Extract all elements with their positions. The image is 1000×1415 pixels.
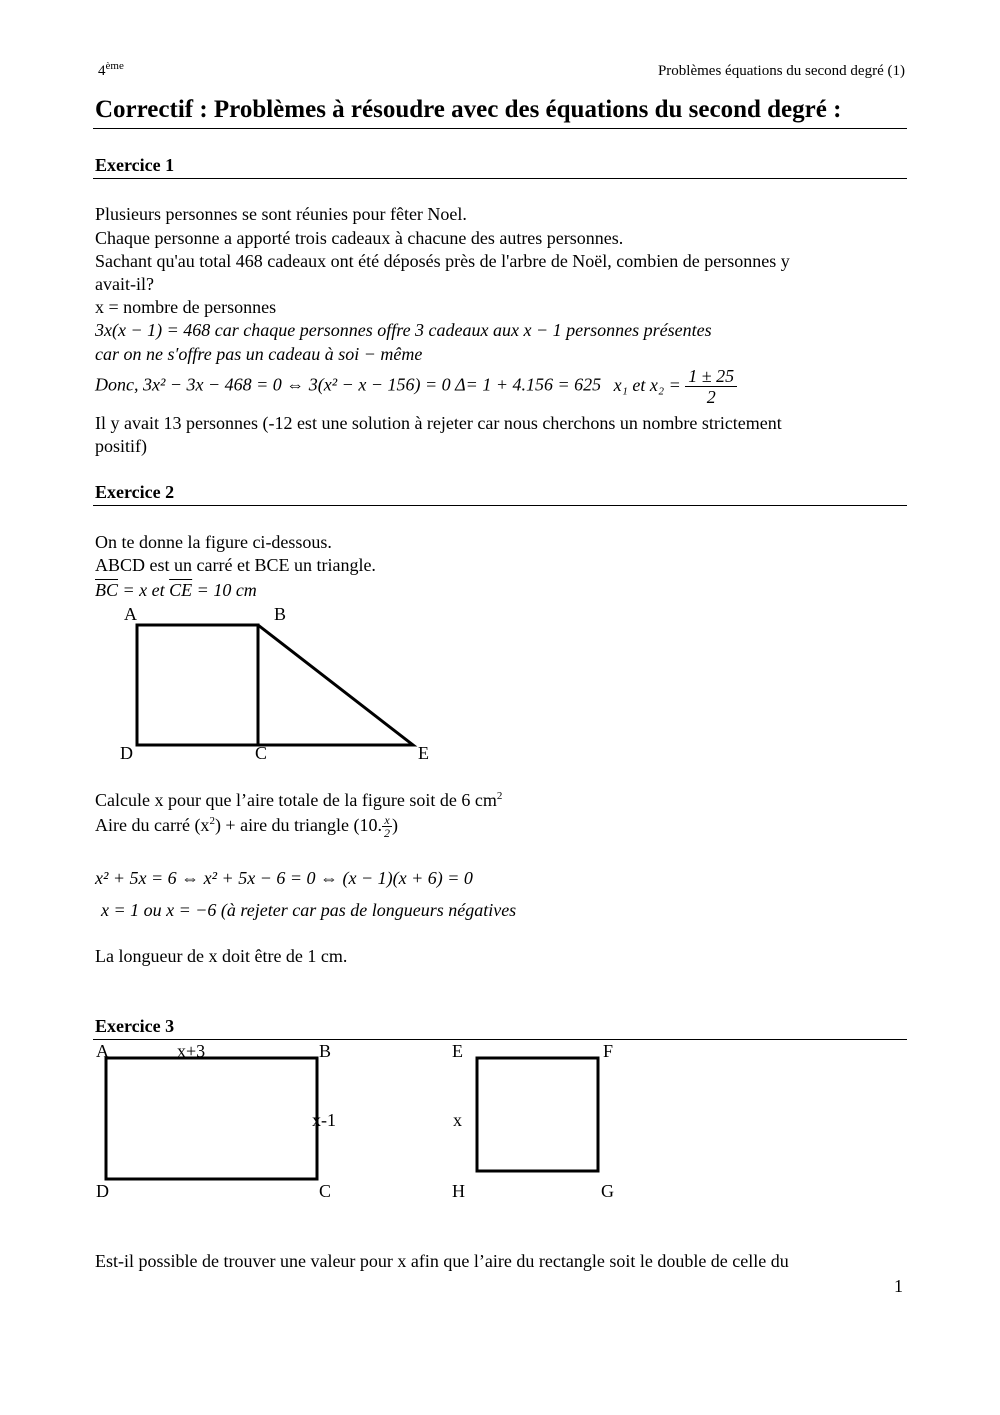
ex1-answer-2: positif)	[95, 436, 147, 456]
sq-side-label: x	[453, 1110, 462, 1130]
ex1-line-3: Sachant qu'au total 468 cadeaux ont été déposés près de l'arbre de Noël, combien de personnes y	[95, 251, 790, 271]
exercise-2-heading: Exercice 2	[95, 482, 175, 502]
ex2-given-mid: = x et	[118, 580, 170, 600]
rect-top-side-label: x+3	[177, 1041, 206, 1061]
ex2-question-text: Calcule x pour que l’aire totale de la figure soit de 6 cm	[95, 790, 497, 810]
ex1-line-5: x = nombre de personnes	[95, 297, 277, 317]
ex2-area-part-2: ) + aire du triangle (10.	[214, 815, 383, 835]
ex3-question: Est-il possible de trouver une valeur pour x afin que l’aire du rectangle soit le double de celle du	[95, 1251, 789, 1271]
ex2-area-exponent: 2	[209, 815, 215, 827]
ex1-line-1: Plusieurs personnes se sont réunies pour fêter Noel.	[95, 204, 467, 224]
ex1-roots-label: x₁ et x₂ =	[613, 374, 681, 395]
ex1-discriminant: Donc, 3x² − 3x − 468 = 0 ⇔ 3(x² − x − 156) = 0 Δ= 1 + 4.156 = 625	[95, 374, 602, 395]
rect-vertex-b-label: B	[319, 1041, 332, 1061]
page-number: 1	[894, 1276, 903, 1296]
page-title: Correctif : Problèmes à résoudre avec des équations du second degré :	[95, 96, 842, 123]
sq-vertex-g-label: G	[601, 1181, 614, 1201]
vertex-b-label: B	[274, 604, 287, 624]
rectangle-abcd	[106, 1058, 317, 1179]
rect-vertex-c-label: C	[319, 1181, 332, 1201]
ex1-line-4: avait-il?	[95, 274, 154, 294]
ex2-conclusion: La longueur de x doit être de 1 cm.	[95, 946, 348, 966]
ex2-line-2: ABCD est un carré et BCE un triangle.	[95, 555, 376, 575]
ex2-equation-2: x = 1 ou x = −6 (à rejeter car pas de longueurs négatives	[101, 900, 517, 920]
rect-right-side-label: x-1	[312, 1110, 336, 1130]
rect-vertex-a-label: A	[96, 1041, 109, 1061]
sq-vertex-e-label: E	[452, 1041, 463, 1061]
sq-vertex-f-label: F	[603, 1041, 614, 1061]
ex1-answer-1: Il y avait 13 personnes (-12 est une solution à rejeter car nous cherchons un nombre strictement	[95, 413, 782, 433]
ex2-area-fraction-numerator: x	[382, 814, 392, 827]
exercise-1-heading: Exercice 1	[95, 155, 175, 175]
document-title: Problèmes équations du second degré (1)	[657, 63, 905, 79]
ex2-equation-1: x² + 5x = 6 ⇔ x² + 5x − 6 = 0 ⇔ (x − 1)(x + 6) = 0	[95, 868, 473, 888]
ex2-question-exponent: 2	[496, 790, 503, 802]
vertex-a-label: A	[124, 604, 137, 624]
ex2-given-end: = 10 cm	[192, 580, 257, 600]
ex1-equation-2: car on ne s′offre pas un cadeau à soi − même	[95, 344, 423, 364]
ex2-area-part-3: )	[392, 815, 399, 835]
exercise-3-heading: Exercice 3	[95, 1016, 175, 1036]
vertex-c-label: C	[255, 743, 268, 763]
vertex-e-label: E	[418, 743, 429, 763]
sq-vertex-h-label: H	[452, 1181, 465, 1201]
ex1-equation-1: 3x(x − 1) = 468 car chaque personnes offre 3 cadeaux aux x − 1 personnes présentes	[95, 320, 712, 340]
class-level-number: 4	[98, 63, 106, 79]
class-level-suffix: ème	[105, 60, 124, 72]
segment-ce: $\overline{CE}$	[169, 580, 193, 600]
ex2-area-part-1: Aire du carré (x	[95, 815, 210, 835]
vertex-d-label: D	[120, 743, 133, 763]
segment-bc: $\overline{BC}$	[95, 580, 119, 600]
ex2-line-1: On te donne la figure ci-dessous.	[95, 532, 332, 552]
ex1-line-2: Chaque personne a apporté trois cadeaux à chacune des autres personnes.	[95, 228, 624, 248]
square-efgh	[477, 1058, 598, 1171]
ex2-area-fraction-denominator: 2	[384, 826, 391, 841]
ex1-fraction-numerator: 1 ± 25	[685, 366, 737, 387]
rect-vertex-d-label: D	[96, 1181, 109, 1201]
ex1-fraction-denominator: 2	[706, 387, 716, 407]
